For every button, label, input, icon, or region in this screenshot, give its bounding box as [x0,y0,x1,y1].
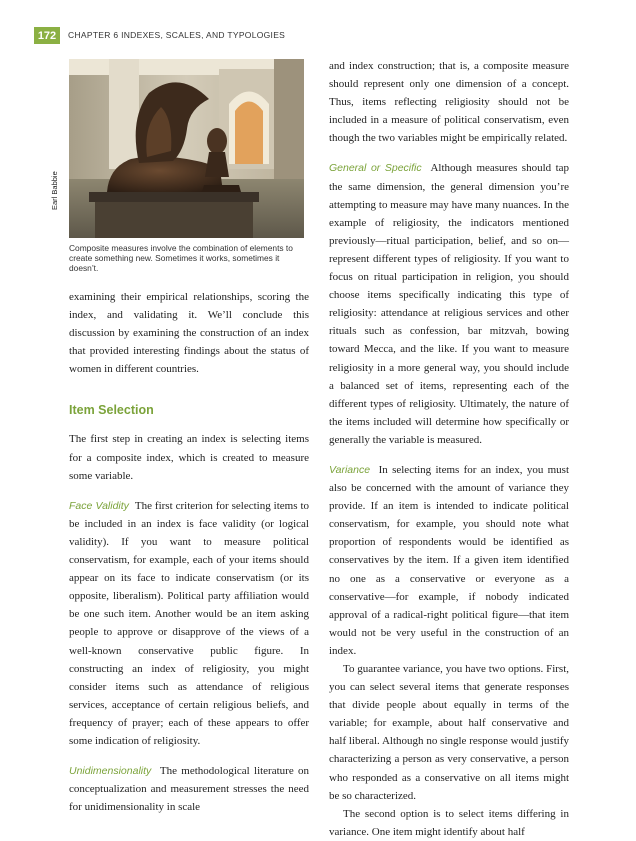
unidimensionality-runin: Unidimensionality [69,765,152,778]
unidimensionality-paragraph [69,762,309,816]
page-number: 172 [34,27,60,44]
right-column [329,57,569,841]
general-specific-text: Although measures should tap the same dimension, the general dimension you’re attempting to measure may have many nuances. In the example of religiosity, the indicators mentioned previously—ritual participation, belief, and so on—represent different types of religiosity. If you want to focus on ritual participation in religion, you should choose items specifically indicating this type of religiosity: attendance at religious services and other rituals such as confession, bar mitzvah, bowing toward Mecca, and the like. If you want to measure religiosity in a more general way, you should include a balanced set of items, representing each of the different types of religiosity. Ultimately, the nature of the items included will determine how specifically or generally the variable is measured. [329,162,570,446]
left-paragraph-1: examining their empirical relationships, scoring the index, and validating it. We’ll conclude this discussion by examining the construction of an index that provided interesting findings about the status of women in different countries. [69,291,309,376]
variance-text: In selecting items for an index, you must also be concerned with the amount of variance they provide. If an item is intended to indicate political conservatism, for example, you should note what proportion of respondents would be identified as conservatives by the item. If a given item identified no one as a conservative or everyone as a conservative—for example, if nobody indicated approval of a radical-right political figure—that item would not be very useful in the construction of an index. [329,463,570,657]
left-column [69,288,309,816]
section-heading-item-selection: Item Selection [69,403,154,418]
right-paragraph-5: The second option is to select items differing in variance. One item might identify about half [329,807,569,838]
face-validity-paragraph [69,497,309,750]
photo-credit: Earl Babbie [50,171,59,210]
left-paragraph-2: The first step in creating an index is selecting items for a composite index, which is created to measure some variable. [69,433,309,482]
figure-caption: Composite measures involve the combination of elements to create something new. Sometimes it works, sometimes it doesn’t. [69,243,293,273]
running-head: CHAPTER 6 INDEXES, SCALES, AND TYPOLOGIES [68,30,286,40]
unidimensionality-text: The methodological literature on conceptualization and measurement stresses the need for unidimensionality in scale [69,765,309,814]
sphinx-photo [69,59,304,238]
right-paragraph-1: and index construction; that is, a composite measure should represent only one dimension of a concept. Thus, items reflecting religiosity should not be included in a measure of political conservatism, even though the two variables might be empirically related. [329,60,569,145]
general-specific-paragraph [329,159,569,449]
variance-runin: Variance [329,463,371,476]
variance-paragraph [329,461,569,660]
face-validity-text: The first criterion for selecting items to be included in an index is face validity (or logical validity). If you want to measure political conservatism, for example, each of your items should appear on its face to indicate conservatism (or its opposite, liberalism). Political party affiliation would be one such item. Another would be an item asking people to approve or disapprove of the views of a well-known conservative public figure. In constructing an index of religiosity, you might consider items such as attendance of religious services, acceptance of certain religious beliefs, and frequency of prayer; each of these appears to offer some indication of religiosity. [69,499,310,747]
face-validity-runin: Face Validity [69,499,129,512]
right-paragraph-4: To guarantee variance, you have two options. First, you can select several items that generate responses that divide people about equally in terms of the variable; for example, about half conservative and half liberal. Although no single response would justify characterizing a person as very conservative, a person who responded as a conservative on all items might be so characterized. [329,663,569,802]
general-specific-runin: General or Specific [329,162,422,175]
